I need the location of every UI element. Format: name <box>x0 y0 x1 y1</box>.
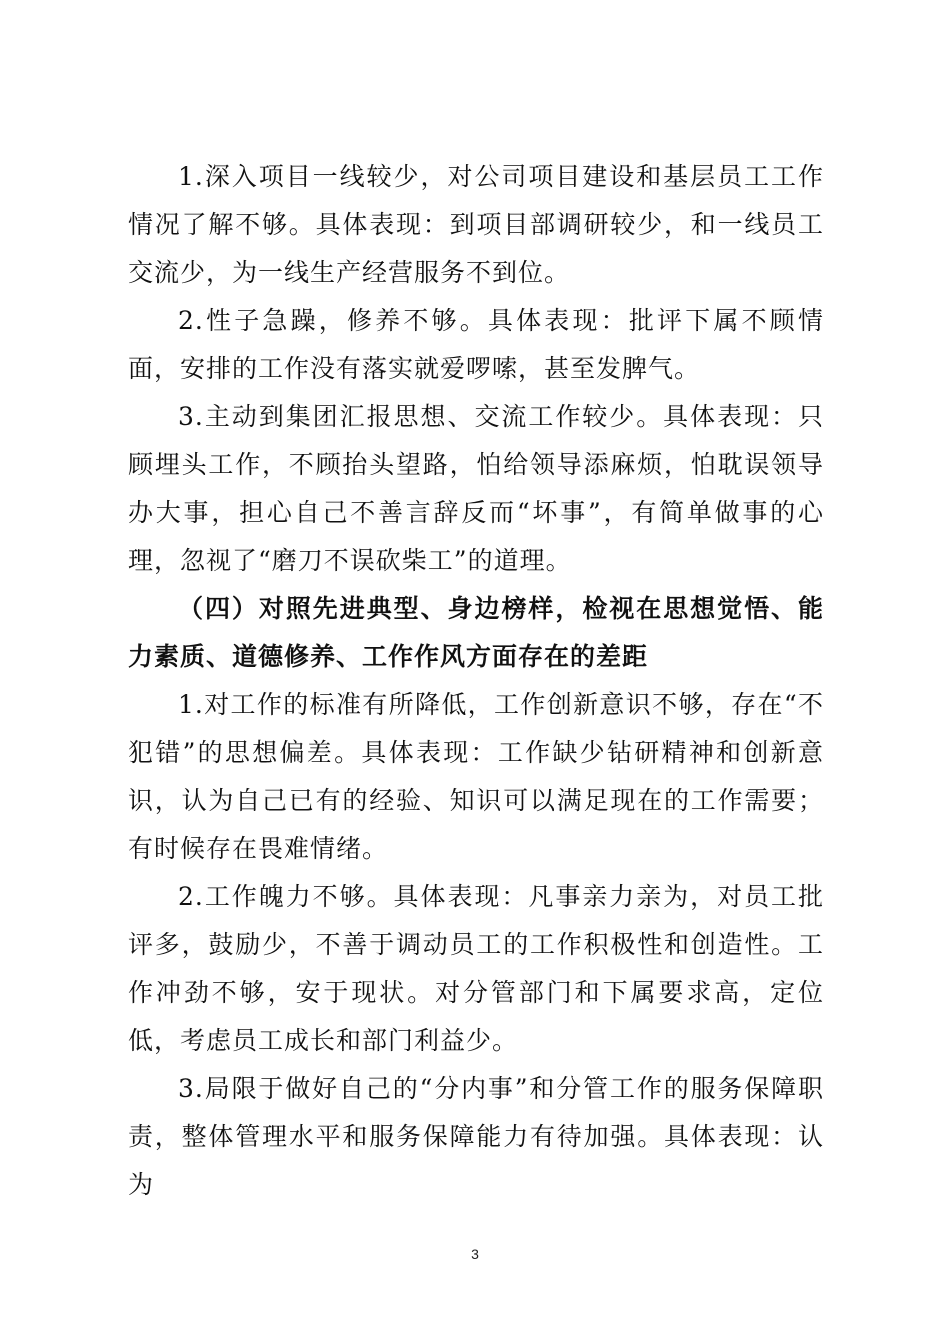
document-body <box>128 153 824 1209</box>
paragraph-item-2: 2.性子急躁，修养不够。具体表现：批评下属不顾情面，安排的工作没有落实就爱啰嗦，甚至发脾气。 <box>128 306 824 383</box>
paragraph-item-6: 3.局限于做好自己的“分内事”和分管工作的服务保障职责，整体管理水平和服务保障能力有待加强。具体表现：认为 <box>128 1074 824 1199</box>
paragraph-item-4: 1.对工作的标准有所降低，工作创新意识不够，存在“不犯错”的思想偏差。具体表现：工作缺少钻研精神和创新意识，认为自己已有的经验、知识可以满足现在的工作需要；有时候存在畏难情绪。 <box>128 690 824 863</box>
section-heading: （四）对照先进典型、身边榜样，检视在思想觉悟、能力素质、道德修养、工作作风方面存在的差距 <box>128 594 824 671</box>
paragraph-item-3: 3.主动到集团汇报思想、交流工作较少。具体表现：只顾埋头工作，不顾抬头望路，怕给领导添麻烦，怕耽误领导办大事，担心自己不善言辞反而“坏事”，有简单做事的心理，忽视了“磨刀不误砍柴工”的道理。 <box>128 402 824 575</box>
paragraph-item-5: 2.工作魄力不够。具体表现：凡事亲力亲为，对员工批评多，鼓励少，不善于调动员工的工作积极性和创造性。工作冲劲不够，安于现状。对分管部门和下属要求高，定位低，考虑员工成长和部门利益少。 <box>128 882 824 1055</box>
paragraph-item-1: 1.深入项目一线较少，对公司项目建设和基层员工工作情况了解不够。具体表现：到项目部调研较少，和一线员工交流少，为一线生产经营服务不到位。 <box>128 162 824 287</box>
page-number: 3 <box>471 1246 479 1262</box>
